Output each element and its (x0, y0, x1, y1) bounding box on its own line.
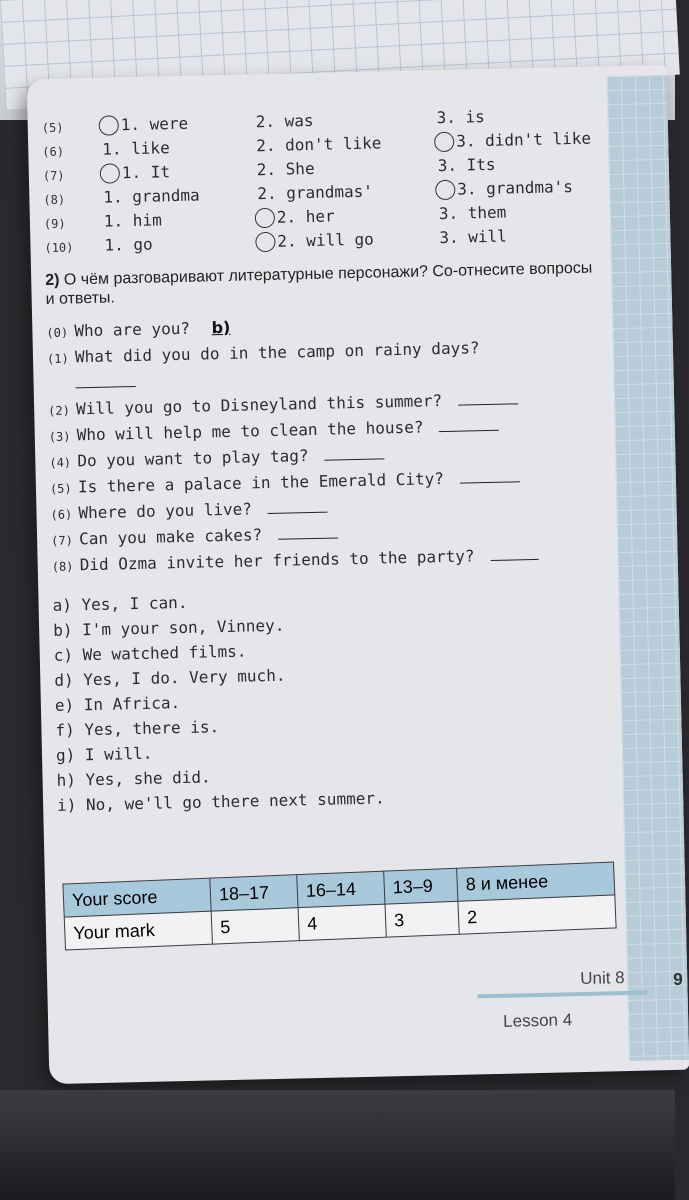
option-3: 3. Its (437, 154, 496, 176)
option-1 (102, 114, 189, 136)
question-text: Who will help me to clean the house? (76, 417, 424, 445)
footer-divider (478, 991, 648, 999)
option-2: 2. She (256, 158, 315, 180)
answer-blank[interactable] (324, 444, 384, 460)
score-header-cell: Your score (63, 878, 211, 917)
question-text: Will you go to Disneyland this summer? (75, 391, 443, 419)
option-3 (438, 177, 573, 200)
question-text: Who are you? (74, 318, 191, 341)
answer-option: d) Yes, I do. Very much. (54, 665, 286, 690)
question-number: (6) (50, 507, 73, 522)
option-1-text: 1. It (121, 162, 171, 183)
option-2: 2. grandmas' (257, 181, 374, 204)
option-1-text: 1. were (120, 113, 189, 135)
option-2-text: 2. will go (277, 229, 374, 251)
option-3-text: 3. grandma's (457, 177, 574, 199)
question-text: Is there a palace in the Emerald City? (77, 469, 445, 497)
mark-cell: 4 (298, 904, 386, 940)
option-3: 3. will (439, 226, 508, 248)
option-number: (10) (44, 240, 74, 256)
answer-option: f) Yes, there is. (55, 717, 220, 740)
mark-cell: 3 (385, 901, 459, 937)
circle-mark-icon (255, 232, 275, 252)
question-text: Did Ozma invite her friends to the party? (79, 546, 475, 575)
option-3-text: 3. didn't like (455, 128, 592, 151)
option-number: (5) (41, 120, 64, 136)
option-2-text: 2. her (276, 206, 335, 227)
option-2: 2. was (255, 110, 314, 132)
question-text: Do you want to play tag? (77, 446, 309, 471)
answer-option: e) In Africa. (54, 693, 181, 715)
question-text: Can you make cakes? (78, 525, 263, 549)
task-heading (45, 258, 606, 309)
mark-header-cell: Your mark (64, 911, 212, 950)
question-number: (7) (51, 533, 74, 548)
answer-blank[interactable] (75, 372, 135, 388)
circle-mark-icon (255, 208, 275, 228)
answer-option: a) Yes, I can. (52, 592, 188, 615)
option-1: 1. go (104, 234, 153, 255)
workbook-page (27, 65, 689, 1084)
circle-mark-icon (100, 163, 120, 183)
task-text: О чём разговаривают литературные персонажи? Со-отнесите вопросы и ответы. (45, 259, 593, 309)
option-number: (7) (42, 168, 65, 184)
option-3: 3. is (436, 107, 486, 128)
mark-cell: 2 (458, 895, 616, 934)
circle-mark-icon (434, 132, 454, 152)
option-1: 1. him (103, 210, 162, 231)
answer-blank[interactable] (458, 389, 518, 405)
answer-option: g) I will. (55, 743, 153, 765)
mark-cell: 5 (211, 908, 299, 944)
option-number: (6) (42, 144, 65, 160)
score-range-cell: 18–17 (210, 875, 298, 911)
lesson-label: Lesson 4 (502, 1010, 573, 1031)
answer-blank[interactable] (490, 545, 538, 561)
option-number: (8) (43, 192, 66, 208)
page-content (42, 104, 628, 818)
option-1: 1. like (102, 138, 170, 159)
option-3: 3. them (438, 202, 507, 224)
option-3 (437, 129, 591, 152)
question-text: Where do you live? (78, 499, 253, 523)
questions-list (46, 306, 622, 579)
page-number: 9 (673, 969, 683, 989)
question-number: (8) (51, 559, 74, 574)
options-block (42, 104, 615, 261)
answer-blank[interactable] (439, 416, 499, 432)
question-number: (3) (48, 429, 71, 444)
score-range-cell: 8 и менее (457, 862, 615, 901)
answer-option: c) We watched films. (53, 641, 247, 665)
handwritten-answer: b) (211, 317, 231, 338)
score-range-cell: 13–9 (384, 868, 458, 904)
option-2: 2. don't like (256, 133, 382, 156)
answer-blank[interactable] (278, 523, 338, 539)
answer-blank[interactable] (459, 467, 519, 483)
answers-list (52, 580, 627, 818)
question-text: What did you do in the camp on rainy days? (74, 338, 480, 367)
question-number: (5) (49, 481, 72, 496)
answer-option: b) I'm your son, Vinney. (52, 615, 285, 640)
score-table (62, 861, 616, 950)
option-1: 1. grandma (103, 185, 200, 207)
score-range-cell: 16–14 (297, 871, 385, 907)
option-2 (258, 206, 335, 228)
circle-mark-icon (435, 180, 455, 200)
question-number: (2) (48, 403, 71, 418)
option-2 (258, 230, 374, 253)
question-number: (0) (46, 325, 69, 341)
answer-option: h) Yes, she did. (56, 767, 211, 790)
bottom-shadow (0, 1090, 675, 1200)
circle-mark-icon (99, 115, 119, 135)
option-number: (9) (43, 216, 66, 232)
task-number: 2) (45, 271, 60, 290)
answer-blank[interactable] (267, 498, 327, 514)
option-1 (103, 162, 171, 184)
unit-label: Unit 8 (580, 968, 625, 989)
question-number: (1) (46, 351, 69, 366)
question-number: (4) (49, 455, 72, 470)
answer-option: i) No, we'll go there next summer. (56, 788, 385, 815)
